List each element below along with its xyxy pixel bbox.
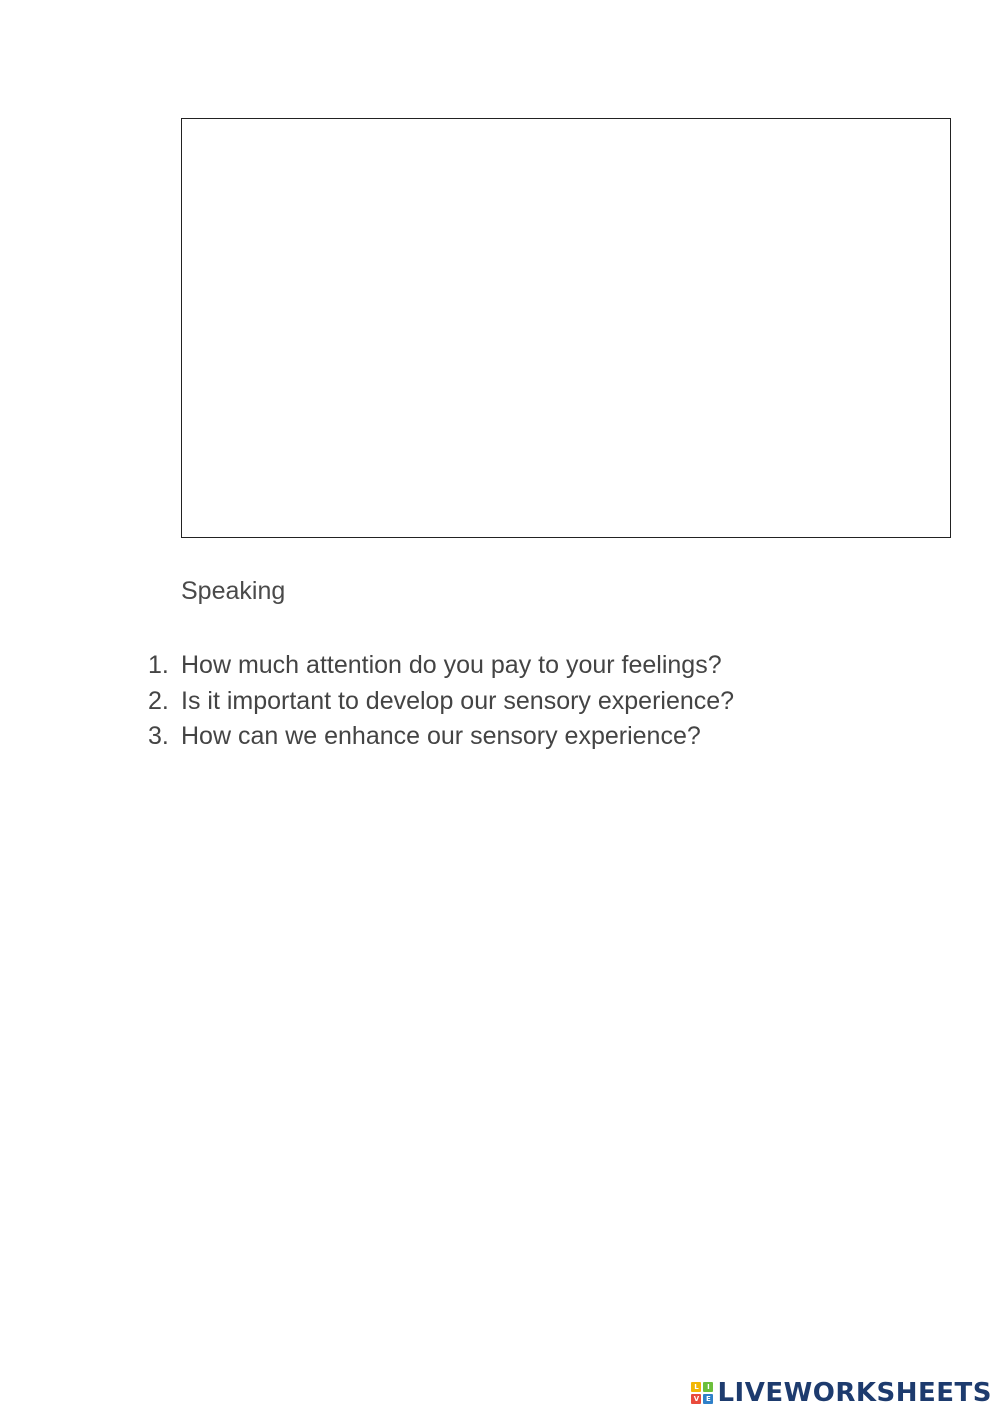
logo-text: LIVEWORKSHEETS xyxy=(717,1378,992,1408)
question-text: How can we enhance our sensory experience? xyxy=(181,722,701,750)
logo-mark-icon xyxy=(691,1382,713,1404)
logo-tile: E xyxy=(703,1394,713,1404)
question-number: 1. xyxy=(148,651,169,679)
question-number: 3. xyxy=(148,722,169,750)
list-item xyxy=(148,648,734,684)
logo-tile: I xyxy=(703,1382,713,1392)
question-number: 2. xyxy=(148,686,169,715)
question-list xyxy=(148,648,734,755)
liveworksheets-logo xyxy=(691,1376,992,1410)
section-heading: Speaking xyxy=(181,577,286,605)
logo-tile: L xyxy=(691,1382,701,1392)
list-item xyxy=(148,719,734,755)
question-text: How much attention do you pay to your feelings? xyxy=(181,651,722,679)
answer-box xyxy=(181,118,951,538)
logo-tile: V xyxy=(691,1394,701,1404)
question-text: Is it important to develop our sensory experience? xyxy=(181,686,735,715)
list-item xyxy=(148,684,734,720)
